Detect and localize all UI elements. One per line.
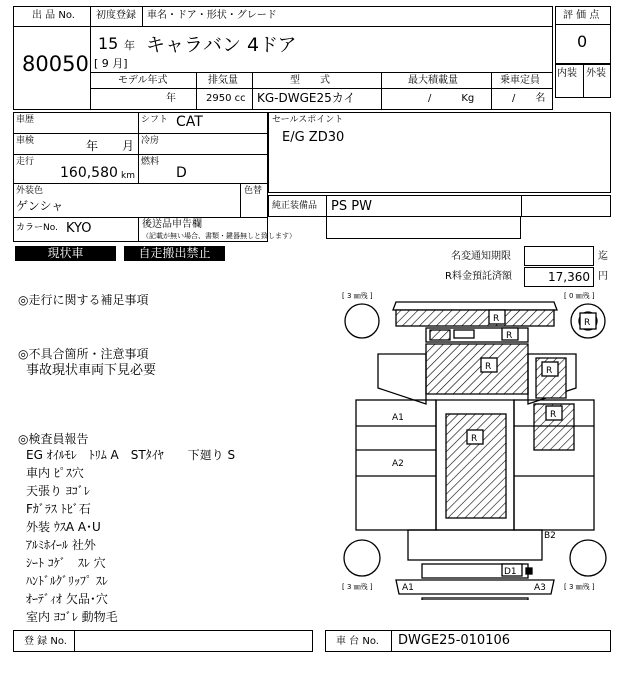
vehicle-label: 車名・ドア・形状・グレード xyxy=(147,10,277,21)
mark-b2: B2 xyxy=(544,531,556,541)
mileage-value: 160,580 xyxy=(60,165,118,181)
type-label: 型 式 xyxy=(290,75,330,86)
name-change-box xyxy=(524,246,594,266)
interior-label: 内装 xyxy=(557,68,577,79)
lot-no: 80050 xyxy=(22,52,89,76)
max-load: / Kg xyxy=(428,93,475,104)
svg-text:R: R xyxy=(471,434,478,444)
shift-value: CAT xyxy=(176,114,203,130)
inspector-line: ｵｰﾃﾞｨｵ 欠品･穴 xyxy=(26,592,108,606)
model-type: KG-DWGE25カイ xyxy=(257,91,356,105)
color-no-value: KYO xyxy=(66,221,92,236)
inspector-title: ◎検査員報告 xyxy=(18,432,89,446)
no-self-drive-badge: 自走搬出禁止 xyxy=(124,246,225,261)
recycle-fee: 17,360 xyxy=(548,270,590,284)
mark-a1-rear: A1 xyxy=(402,583,414,593)
inspection-label: 車検 xyxy=(16,136,35,146)
tire-rear-left xyxy=(344,540,380,576)
mark-a2: A2 xyxy=(392,459,404,469)
color-change-label: 色替 xyxy=(244,186,263,196)
tire-fr-label: [ 0 ㎜残 ] xyxy=(564,292,595,300)
chassis-no: DWGE25-010106 xyxy=(398,633,511,648)
genuine-equip-value: PS PW xyxy=(331,199,372,214)
sales-point-value: E/G ZD30 xyxy=(282,130,345,145)
mileage-label: 走行 xyxy=(16,157,35,167)
tire-rr-label: [ 3 ㎜残 ] xyxy=(564,583,595,591)
exterior-label: 外装 xyxy=(586,68,606,79)
reg-month: [ 9 月] xyxy=(94,57,128,70)
car-condition-diagram xyxy=(338,288,612,600)
recycle-label: R料金預託済額 xyxy=(445,271,512,282)
name-change-label: 名変通知期限 xyxy=(451,251,511,262)
displacement-label: 排気量 xyxy=(208,75,238,86)
chassis-label: 車 台 No. xyxy=(336,636,379,647)
vehicle-name: キャラバン 4ドア xyxy=(146,34,297,56)
svg-text:R: R xyxy=(584,318,591,328)
score-label: 評 価 点 xyxy=(563,10,600,21)
shift-label: シフト xyxy=(141,115,169,125)
mark-d1: D1 xyxy=(504,567,517,577)
svg-text:R: R xyxy=(493,314,500,324)
fuel-value: D xyxy=(176,165,187,181)
equip-row-2 xyxy=(326,217,521,239)
inspector-line: Fｶﾞﾗｽ ﾄﾋﾞ石 xyxy=(26,502,91,516)
svg-text:R: R xyxy=(546,366,553,376)
after-docs-label: 後送品申告欄 xyxy=(142,219,202,230)
ac-label: 冷房 xyxy=(141,136,160,146)
displacement: 2950 cc xyxy=(206,93,246,104)
name-change-unit: 迄 xyxy=(598,251,608,262)
history-label: 車歴 xyxy=(16,115,35,125)
defects-title: ◎不具合箇所・注意事項 xyxy=(18,347,149,361)
inspector-line: ｼｰﾄ ｺｹﾞ ｽﾚ 穴 xyxy=(26,556,106,570)
svg-text:R: R xyxy=(485,362,492,372)
inspector-line: 天張り ﾖｺﾞﾚ xyxy=(26,484,90,498)
max-load-label: 最大積載量 xyxy=(408,75,458,86)
inspector-line: ｱﾙﾐﾎｲｰﾙ 社外 xyxy=(26,538,96,552)
reg-year: 15 xyxy=(98,34,119,53)
model-year-label: モデル年式 xyxy=(118,75,168,86)
genuine-equip-box xyxy=(268,195,611,217)
tire-fl-label: [ 3 ㎜残 ] xyxy=(342,292,373,300)
after-docs-note: （記載が無い場合、書類・鍵器無しと致します） xyxy=(142,232,296,240)
defects-line: 事故現状車両下見必要 xyxy=(26,363,157,378)
score-value: 0 xyxy=(577,32,588,51)
mark-a3-rear: A3 xyxy=(534,583,546,593)
mark-a1: A1 xyxy=(392,413,404,423)
svg-text:R: R xyxy=(550,410,557,420)
genuine-equip-label: 純正装備品 xyxy=(272,201,318,211)
reg-year-unit: 年 xyxy=(124,39,135,52)
inspection-value: 年 月 xyxy=(86,139,135,153)
hood xyxy=(426,344,528,394)
fuel-label: 燃料 xyxy=(141,157,160,167)
rear-bumper xyxy=(396,580,554,594)
svg-text:R: R xyxy=(506,331,513,341)
sales-point-label: セールスポイント xyxy=(272,115,344,125)
ext-color-label: 外装色 xyxy=(16,186,44,196)
tire-front-left xyxy=(345,304,379,338)
tire-rl-label: [ 3 ㎜残 ] xyxy=(342,583,373,591)
lot-no-label: 出 品 No. xyxy=(32,10,75,21)
inspector-line: 外装 ｳｽA A･U xyxy=(26,520,101,534)
model-year-unit: 年 xyxy=(166,93,176,104)
ext-color-value: ゲンシャ xyxy=(16,199,64,213)
tire-rear-right xyxy=(570,540,606,576)
inspector-line: EG ｵｲﾙﾓﾚ ﾄﾘﾑ A STﾀｲﾔ 下廻り S xyxy=(26,448,236,462)
color-no-label: カラーNo. xyxy=(16,223,58,233)
first-reg-label: 初度登録 xyxy=(96,10,136,21)
inspector-line: ﾊﾝﾄﾞﾙｸﾞﾘｯﾌﾟ ｽﾚ xyxy=(26,574,108,588)
inspector-line: 車内 ﾋﾟｽ穴 xyxy=(26,466,84,480)
current-car-badge: 現状車 xyxy=(15,246,116,261)
recycle-unit: 円 xyxy=(598,271,608,282)
capacity-label: 乗車定員 xyxy=(500,75,540,86)
front-bumper-area xyxy=(396,310,554,326)
inspector-line: 室内 ﾖｺﾞﾚ 動物毛 xyxy=(26,610,118,624)
reg-no-label: 登 録 No. xyxy=(24,636,67,647)
mileage-unit: km xyxy=(121,171,135,181)
capacity: / 名 xyxy=(512,93,546,104)
supplement-title: ◎走行に関する補足事項 xyxy=(18,293,149,307)
